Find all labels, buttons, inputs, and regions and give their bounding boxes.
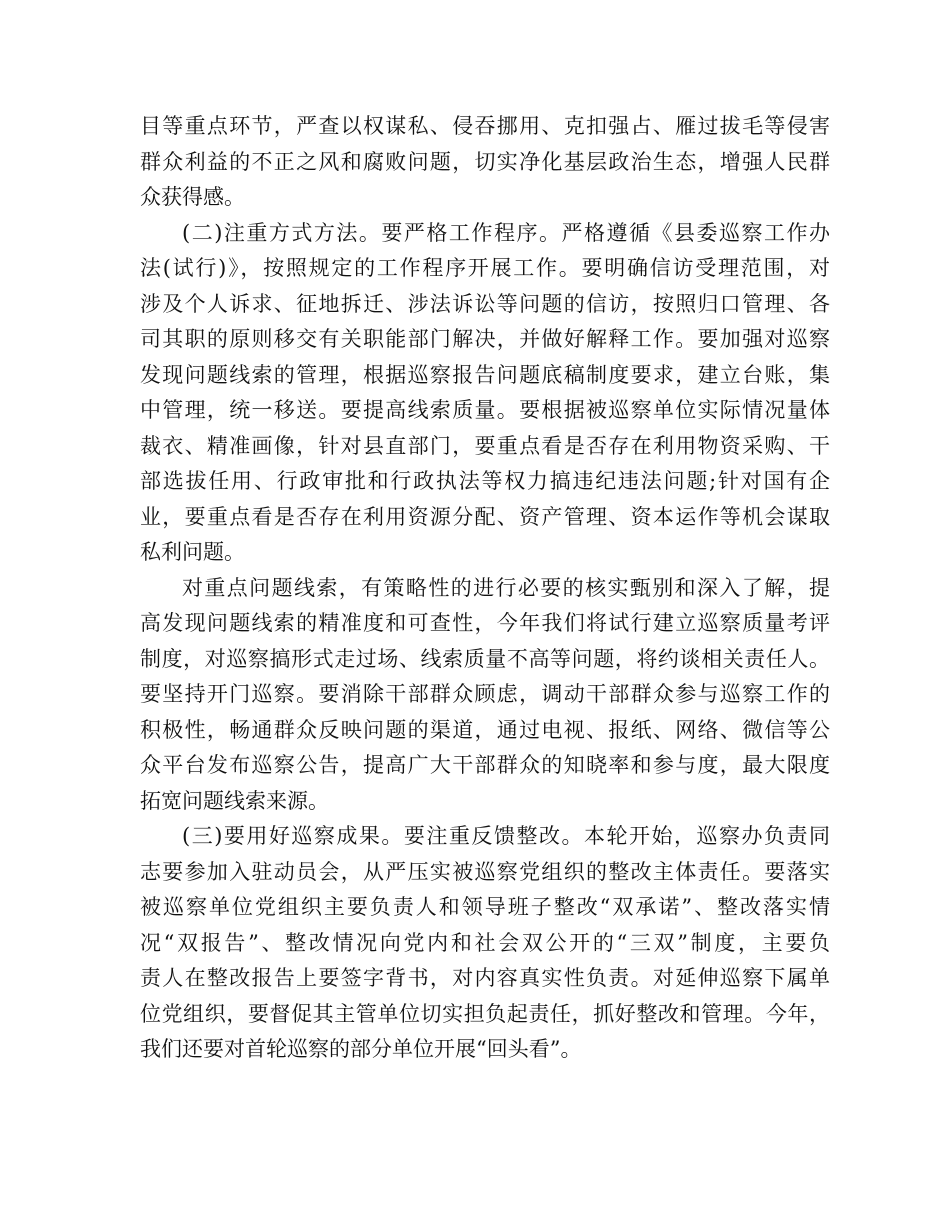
text-line: 责人在整改报告上要签字背书，对内容真实性负责。对延伸巡察下属单 [140, 966, 830, 990]
text-line: 拓宽问题线索来源。 [140, 788, 329, 813]
text-line: (三)要用好巡察成果。要注重反馈整改。本轮开始，巡察办负责同 [182, 824, 830, 848]
text-line: 涉及个人诉求、征地拆迁、涉法诉讼等问题的信访，按照归口管理、各 [140, 291, 830, 316]
text-line: 发现问题线索的管理，根据巡察报告问题底稿制度要求，建立台账，集 [140, 362, 830, 387]
text-line: 我们还要对首轮巡察的部分单位开展“回头看”。 [140, 1037, 582, 1061]
text-line: 裁衣、精准画像，针对县直部门，要重点看是否存在利用物资采购、干 [140, 433, 830, 458]
text-line: 司其职的原则移交有关职能部门解决，并做好解释工作。要加强对巡察 [140, 327, 830, 351]
paragraph [140, 819, 830, 1068]
text-line: 制度，对巡察搞形式走过场、线索质量不高等问题，将约谈相关责任人。 [140, 646, 830, 671]
text-line: 法(试行)》，按照规定的工作程序开展工作。要明确信访受理范围，对 [140, 256, 830, 280]
paragraph [140, 571, 830, 820]
text-line: 目等重点环节，严查以权谋私、侵吞挪用、克扣强占、雁过拔毛等侵害 [140, 114, 830, 138]
text-line: 要坚持开门巡察。要消除干部群众顾虑，调动干部群众参与巡察工作的 [140, 682, 830, 706]
text-line: 位党组织，要督促其主管单位切实担负起责任，抓好整改和管理。今年， [140, 1001, 830, 1026]
text-line: 众平台发布巡察公告，提高广大干部群众的知晓率和参与度，最大限度 [140, 753, 830, 777]
text-line: 被巡察单位党组织主要负责人和领导班子整改“双承诺”、整改落实情 [140, 895, 830, 919]
text-line: 况“双报告”、整改情况向党内和社会双公开的“三双”制度，主要负 [140, 930, 830, 955]
text-line: 部选拔任用、行政审批和行政执法等权力搞违纪违法问题;针对国有企 [140, 469, 830, 493]
text-line: 高发现问题线索的精准度和可查性，今年我们将试行建立巡察质量考评 [140, 611, 830, 635]
text-line: 业，要重点看是否存在利用资源分配、资产管理、资本运作等机会谋取 [140, 504, 830, 529]
text-line: 私利问题。 [140, 540, 245, 564]
text-line: 中管理，统一移送。要提高线索质量。要根据被巡察单位实际情况量体 [140, 398, 830, 422]
document-body [140, 109, 830, 1068]
text-line: 众获得感。 [140, 185, 245, 209]
paragraph [140, 216, 830, 571]
text-line: 积极性，畅通群众反映问题的渠道，通过电视、报纸、网络、微信等公 [140, 717, 830, 742]
text-line: 群众利益的不正之风和腐败问题，切实净化基层政治生态，增强人民群 [140, 149, 830, 174]
text-line: 对重点问题线索，有策略性的进行必要的核实甄别和深入了解，提 [182, 575, 830, 600]
text-line: (二)注重方式方法。要严格工作程序。严格遵循《县委巡察工作办 [182, 220, 830, 245]
text-line: 志要参加入驻动员会，从严压实被巡察党组织的整改主体责任。要落实 [140, 859, 830, 884]
paragraph [140, 109, 830, 216]
